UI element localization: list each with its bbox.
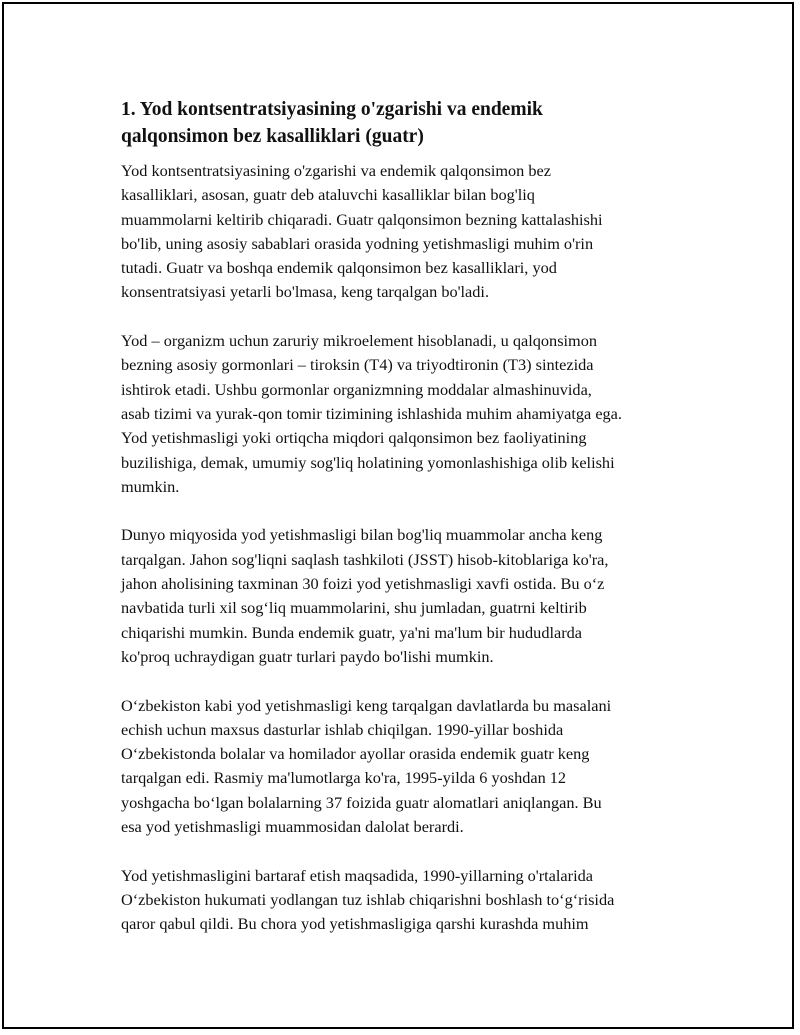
text-line: buzilishiga, demak, umumiy sog'liq holatining yomonlashishiga olib kelishi (121, 452, 615, 472)
text-line: O‘zbekiston hukumati yodlangan tuz ishlab chiqarishni boshlash to‘g‘risida (121, 889, 615, 909)
text-line: tarqalgan. Jahon sog'liqni saqlash tashkiloti (JSST) hisob-kitoblariga ko'ra, (121, 549, 609, 569)
heading-line: qalqonsimon bez kasalliklari (guatr) (121, 126, 424, 147)
text-line: Yod kontsentratsiyasining o'zgarishi va endemik qalqonsimon bez (121, 161, 551, 180)
heading-line: 1. Yod kontsentratsiyasining o'zgarishi va endemik (121, 99, 543, 120)
text-line: qaror qabul qildi. Bu chora yod yetishmasligiga qarshi kurashda muhim (121, 914, 589, 934)
text-line: Yod yetishmasligi yoki ortiqcha miqdori qalqonsimon bez faoliyatining (121, 428, 587, 448)
text-line: muammolarni keltirib chiqaradi. Guatr qalqonsimon bezning kattalashishi (121, 209, 603, 229)
text-line: mumkin. (121, 476, 180, 496)
page-frame (2, 2, 794, 1029)
paragraph-1 (121, 159, 701, 305)
text-line: Yod yetishmasligini bartaraf etish maqsadida, 1990-yillarning o'rtalarida (121, 865, 593, 885)
text-line: jahon aholisining taxminan 30 foizi yod yetishmasligi xavfi ostida. Bu o‘z (121, 574, 605, 594)
text-line: bo'lib, uning asosiy sabablari orasida yodning yetishmasligi muhim o'rin (121, 233, 594, 253)
text-line: esa yod yetishmasligi muammosidan dalolat berardi. (121, 817, 464, 837)
text-line: yoshgacha bo‘lgan bolalarning 37 foizida guatr alomatlari aniqlangan. Bu (121, 792, 602, 812)
text-line: chiqarishi mumkin. Bunda endemik guatr, ya'ni ma'lum bir hududlarda (121, 622, 582, 642)
text-line: Yod – organizm uchun zaruriy mikroelement hisoblanadi, u qalqonsimon (121, 331, 598, 351)
text-line: O‘zbekiston kabi yod yetishmasligi keng tarqalgan davlatlarda bu masalani (121, 695, 612, 715)
text-line: echish uchun maxsus dasturlar ishlab chiqilgan. 1990-yillar boshida (121, 719, 564, 739)
text-line: bezning asosiy gormonlari – tiroksin (T4) va triyodtironin (T3) sintezida (121, 355, 594, 375)
paragraph-3 (121, 523, 701, 669)
text-line: Dunyo miqyosida yod yetishmasligi bilan bog'liq muammolar ancha keng (121, 525, 603, 545)
document-body (121, 96, 701, 961)
paragraph-5 (121, 864, 701, 937)
text-line: ishtirok etadi. Ushbu gormonlar organizmning moddalar almashinuvida, (121, 379, 592, 399)
text-line: asab tizimi va yurak-qon tomir tizimining ishlashida muhim ahamiyatga ega. (121, 403, 622, 423)
paragraph-4 (121, 694, 701, 840)
text-line: tutadi. Guatr va boshqa endemik qalqonsimon bez kasalliklari, yod (121, 258, 557, 278)
text-line: O‘zbekistonda bolalar va homilador ayollar orasida endemik guatr keng (121, 744, 590, 764)
text-line: konsentratsiyasi yetarli bo'lmasa, keng tarqalgan bo'ladi. (121, 282, 490, 302)
text-line: navbatida turli xil sog‘liq muammolarini, shu jumladan, guatrni keltirib (121, 598, 587, 618)
text-line: kasalliklari, asosan, guatr deb ataluvchi kasalliklar bilan bog'liq (121, 185, 535, 205)
text-line: ko'proq uchraydigan guatr turlari paydo bo'lishi mumkin. (121, 646, 494, 666)
text-line: tarqalgan edi. Rasmiy ma'lumotlarga ko'ra, 1995-yilda 6 yoshdan 12 (121, 768, 567, 788)
paragraph-2 (121, 329, 701, 499)
section-heading (121, 96, 701, 150)
